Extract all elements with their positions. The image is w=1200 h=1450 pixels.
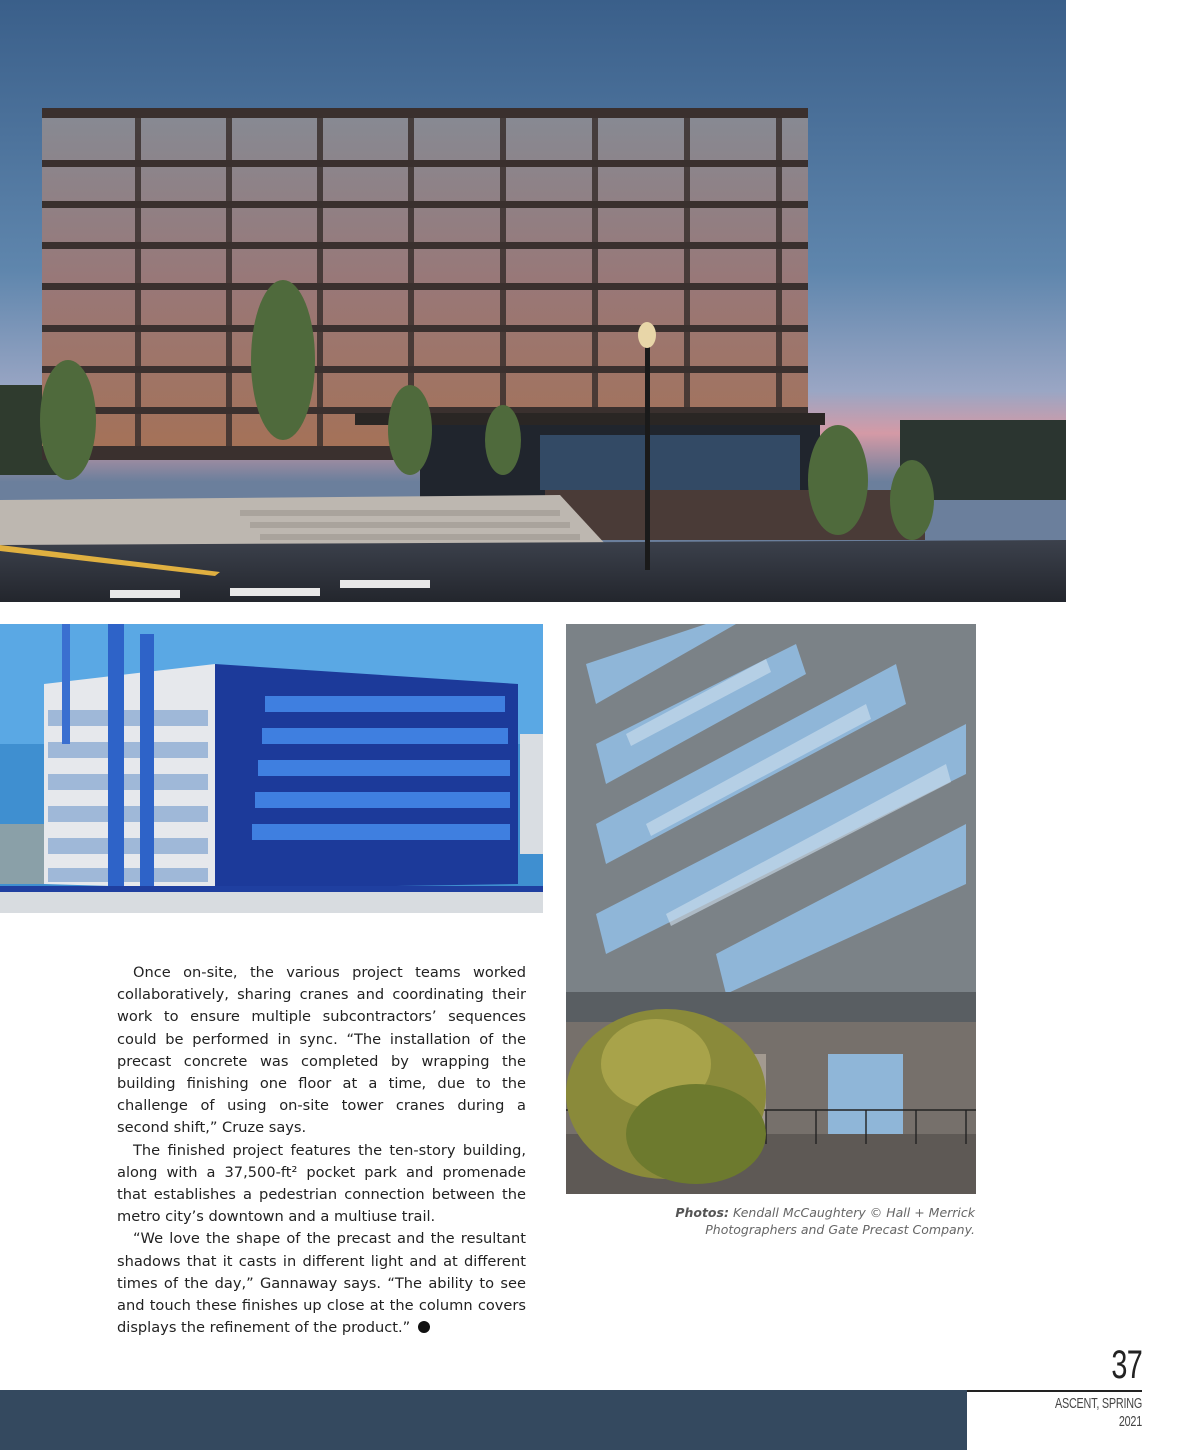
photo-credit-caption <box>600 1204 975 1238</box>
article-body <box>117 962 526 1339</box>
article-paragraph: The finished project features the ten-story building, along with a 37,500-ft² pocket park and promenade that establishes a pedestrian connection between the metro city’s downtown and a multiuse trail. <box>117 1141 526 1226</box>
end-of-article-bullet-icon <box>418 1321 430 1333</box>
article-paragraph-text: “We love the shape of the precast and the resultant shadows that it casts in different light and at different times of the day,” Gannaway says. “The ability to see and touch these finishes up close at the column covers displays the refinement of the product.” <box>117 1230 526 1337</box>
facade-detail-photo-graphic <box>566 624 976 1194</box>
construction-photo-graphic <box>0 624 543 913</box>
footer-divider <box>967 1390 1142 1392</box>
facade-detail-photo <box>566 624 976 1194</box>
page-number: 37 <box>1111 1343 1142 1387</box>
article-paragraph <box>117 1228 526 1339</box>
article-paragraph: Once on-site, the various project teams worked collaboratively, sharing cranes and coordinating their work to ensure multiple subcontractors’ sequences could be performed in sync. “The installation of the precast concrete was completed by wrapping the building finishing one floor at a time, due to the challenge of using on-site tower cranes during a second shift,” Cruze says. <box>117 964 526 1137</box>
footer-color-band <box>0 1390 967 1450</box>
caption-text: Kendall McCaughtery © Hall + Merrick Photographers and Gate Precast Company. <box>705 1205 975 1237</box>
publication-name: ASCENT, SPRING 2021 <box>1055 1395 1142 1430</box>
hero-photo-building-dusk <box>0 0 1066 602</box>
construction-photo <box>0 624 543 913</box>
hero-photo-graphic <box>0 0 1066 602</box>
caption-label: Photos: <box>675 1205 729 1220</box>
